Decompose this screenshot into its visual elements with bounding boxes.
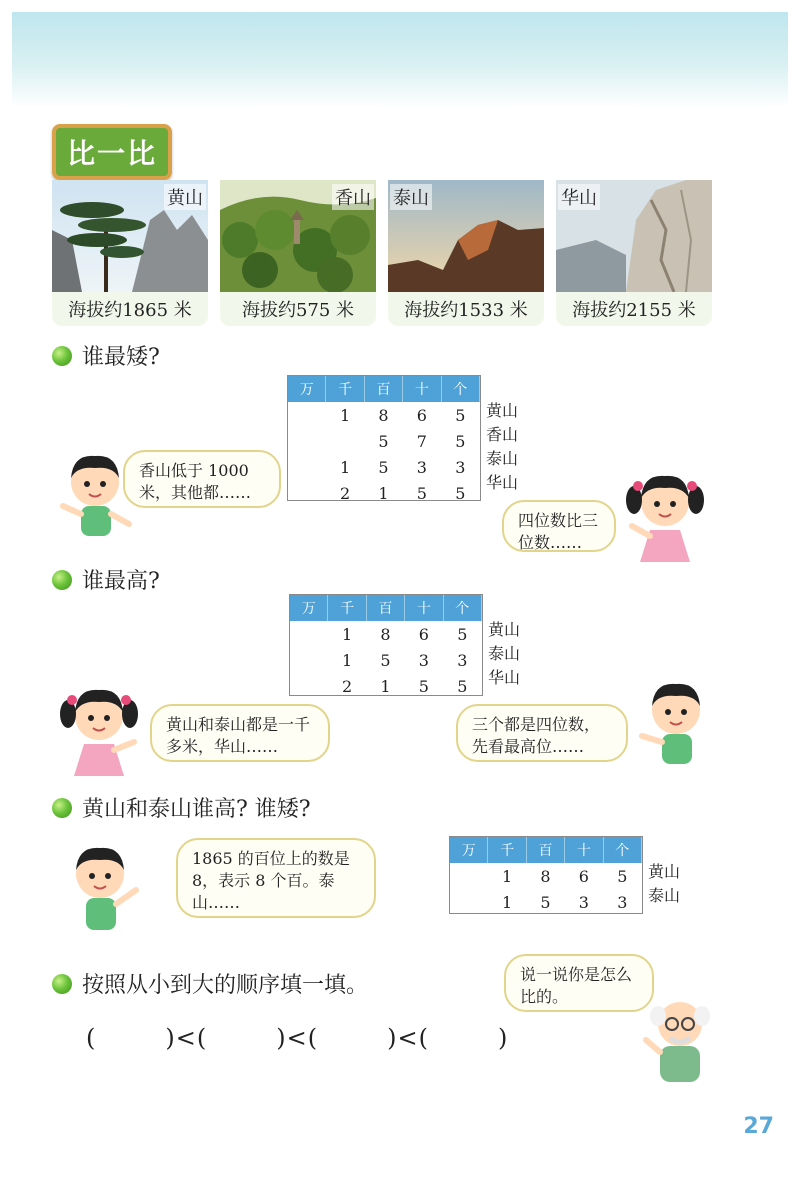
speech-bubble: 1865 的百位上的数是 8，表示 8 个百。泰山…… (176, 838, 376, 918)
green-dot-icon (52, 570, 72, 590)
row-name: 泰山 (648, 886, 681, 905)
question-compare (52, 792, 311, 823)
mountain-name: 黄山 (164, 184, 206, 210)
mountain-name: 香山 (332, 184, 374, 210)
question-order (52, 968, 368, 999)
altitude-text: 海拔约2155 米 (556, 292, 712, 326)
row-names-q1 (486, 399, 518, 495)
table-row (450, 863, 642, 889)
girl-illustration (54, 680, 144, 788)
mountain-name: 华山 (558, 184, 600, 210)
digit-cell: 3 (578, 892, 589, 912)
altitude-text: 海拔约1533 米 (388, 292, 544, 326)
digit-cell (288, 454, 326, 480)
girl-illustration (620, 466, 710, 574)
ordering-blanks: ( )<( )<( )<( ) (86, 1024, 509, 1052)
table-row (288, 454, 480, 480)
table-row (290, 621, 482, 647)
page-number: 27 (743, 1114, 774, 1139)
row-name: 泰山 (488, 644, 521, 663)
digit-cell: 3 (455, 457, 466, 477)
speech-bubble: 四位数比三位数…… (502, 500, 616, 552)
header-qian: 千 (328, 595, 366, 621)
digit-cell: 2 (339, 483, 351, 503)
row-name: 黄山 (648, 862, 681, 881)
digit-cell: 1 (339, 405, 351, 425)
row-names-q2 (488, 618, 520, 690)
question-text: 谁最高? (82, 569, 160, 594)
altitude-text: 海拔约575 米 (220, 292, 376, 326)
altitude-text: 海拔约1865 米 (52, 292, 208, 326)
row-name: 香山 (486, 425, 519, 444)
header-shi: 十 (405, 595, 443, 621)
digit-cell: 5 (378, 457, 389, 477)
header-wan: 万 (288, 376, 326, 402)
row-name: 黄山 (488, 620, 521, 639)
row-name: 泰山 (486, 449, 519, 468)
table-row (288, 480, 480, 506)
mountain-card-xiangshan (220, 180, 376, 326)
header-ge: 个 (443, 595, 481, 621)
digit-cell (288, 428, 326, 454)
digit-cell: 6 (578, 866, 589, 886)
header-wan: 万 (450, 837, 488, 863)
header-bai: 百 (366, 595, 404, 621)
header-ge: 个 (603, 837, 641, 863)
top-color-band (12, 12, 788, 108)
place-value-table-q2 (289, 594, 483, 696)
row-name: 华山 (488, 668, 521, 687)
digit-cell: 8 (378, 405, 389, 425)
speech-bubble: 香山低于 1000 米，其他都…… (123, 450, 281, 508)
digit-cell (290, 621, 328, 647)
table-row (288, 402, 480, 428)
digit-cell (450, 889, 488, 915)
digit-cell: 3 (418, 650, 429, 670)
digit-cell: 5 (540, 892, 551, 912)
digit-cell: 1 (341, 650, 353, 670)
mountain-name: 泰山 (390, 184, 432, 210)
header-wan: 万 (290, 595, 328, 621)
boy-illustration (60, 840, 144, 944)
digit-cell: 5 (457, 624, 468, 644)
digit-cell: 5 (378, 431, 389, 451)
digit-cell: 1 (501, 892, 513, 912)
section-title-banner: 比一比 (52, 124, 172, 180)
digit-cell: 8 (540, 866, 551, 886)
digit-cell: 1 (501, 866, 513, 886)
digit-cell (288, 402, 326, 428)
digit-cell: 7 (416, 431, 427, 451)
digit-cell: 5 (455, 483, 466, 503)
digit-cell: 2 (341, 676, 353, 696)
digit-cell: 1 (341, 624, 353, 644)
row-name: 华山 (486, 473, 519, 492)
row-name: 黄山 (486, 401, 519, 420)
digit-cell: 5 (617, 866, 628, 886)
digit-cell: 1 (339, 457, 351, 477)
digit-cell (288, 480, 326, 506)
speech-bubble: 黄山和泰山都是一千多米，华山…… (150, 704, 330, 762)
green-dot-icon (52, 346, 72, 366)
mountain-card-taishan (388, 180, 544, 326)
digit-cell (450, 863, 488, 889)
header-bai: 百 (364, 376, 402, 402)
row-names-q3 (648, 860, 680, 908)
header-bai: 百 (526, 837, 564, 863)
question-text: 按照从小到大的顺序填一填。 (82, 973, 369, 998)
speech-bubble: 三个都是四位数，先看最高位…… (456, 704, 628, 762)
boy-illustration (636, 676, 720, 776)
speech-bubble: 说一说你是怎么比的。 (504, 954, 654, 1012)
digit-cell: 8 (380, 624, 391, 644)
digit-cell (326, 428, 364, 454)
green-dot-icon (52, 974, 72, 994)
header-qian: 千 (488, 837, 526, 863)
digit-cell: 5 (455, 431, 466, 451)
table-row (290, 647, 482, 673)
digit-cell: 3 (617, 892, 628, 912)
digit-cell: 1 (378, 483, 389, 503)
table-row (288, 428, 480, 454)
digit-cell (290, 673, 328, 699)
header-qian: 千 (326, 376, 364, 402)
digit-cell: 3 (416, 457, 427, 477)
header-shi: 十 (565, 837, 603, 863)
digit-cell: 5 (380, 650, 391, 670)
digit-cell: 1 (380, 676, 391, 696)
question-text: 谁最矮? (82, 345, 160, 370)
place-value-table-q3 (449, 836, 643, 914)
header-ge: 个 (441, 376, 479, 402)
question-shortest (52, 340, 160, 371)
question-tallest (52, 564, 160, 595)
digit-cell: 6 (416, 405, 427, 425)
grandpa-illustration (640, 990, 720, 1088)
question-text: 黄山和泰山谁高? 谁矮? (82, 797, 311, 822)
mountain-card-huangshan (52, 180, 208, 326)
digit-cell: 3 (457, 650, 468, 670)
mountain-card-huashan (556, 180, 712, 326)
header-shi: 十 (403, 376, 441, 402)
green-dot-icon (52, 798, 72, 818)
digit-cell (290, 647, 328, 673)
table-row (290, 673, 482, 699)
place-value-table-q1 (287, 375, 481, 501)
digit-cell: 5 (455, 405, 466, 425)
digit-cell: 5 (457, 676, 468, 696)
digit-cell: 5 (416, 483, 427, 503)
digit-cell: 5 (418, 676, 429, 696)
table-row (450, 889, 642, 915)
digit-cell: 6 (418, 624, 429, 644)
